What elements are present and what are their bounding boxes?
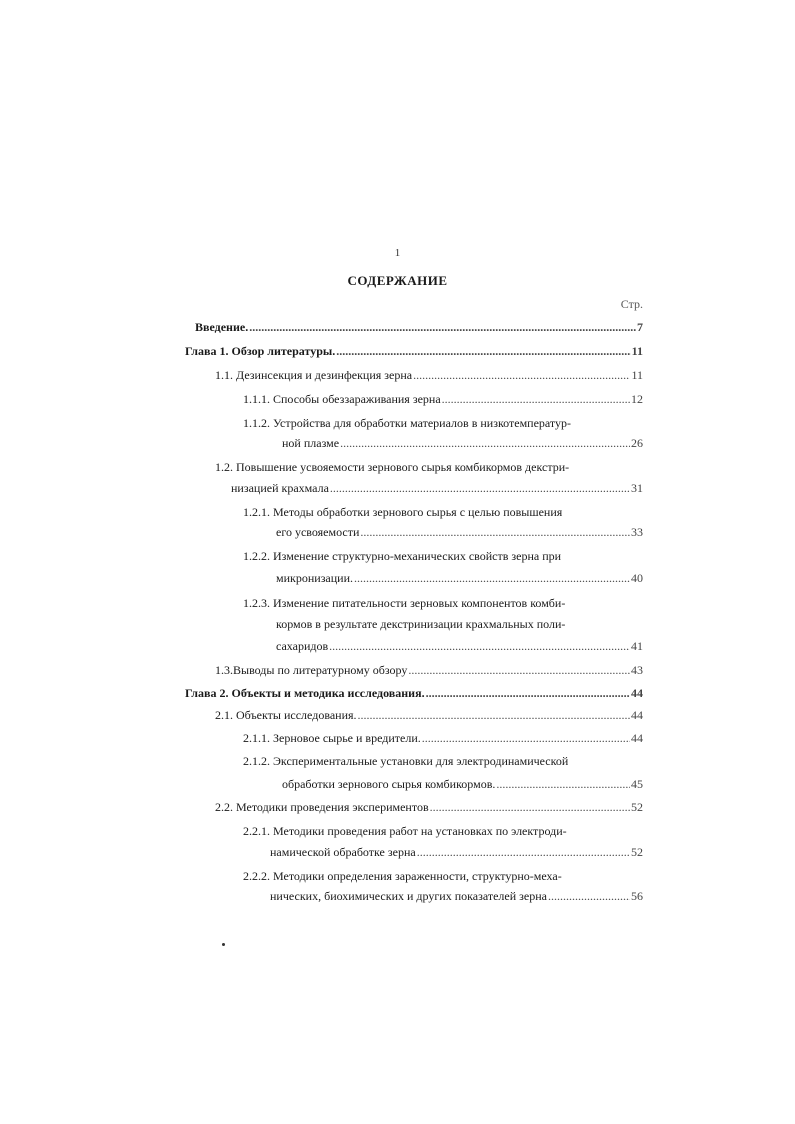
toc-entry-1-2[interactable]: 1.2. Повышение усвояемости зернового сырья комбикормов декстри- [215, 460, 570, 474]
toc-entry-text: нических, биохимических и других показателей зерна [270, 889, 547, 903]
toc-entry-text: Глава 1. Обзор литературы. [185, 344, 336, 358]
toc-entry-text: Введение. [195, 320, 249, 334]
toc-entry-2-2-1-cont[interactable] [270, 843, 643, 861]
toc-entry-text: Глава 2. Объекты и методика исследования. [185, 686, 425, 700]
toc-entry-1-3[interactable] [215, 661, 643, 679]
scan-speck [222, 943, 225, 946]
toc-page: 52 [631, 845, 643, 859]
leader-dots [360, 523, 630, 541]
leader-dots [408, 661, 630, 679]
toc-entry-2-1-2[interactable]: 2.1.2. Экспериментальные установки для электродинамической [243, 754, 569, 768]
toc-entry-2-2-1[interactable]: 2.2.1. Методики проведения работ на установках по электроди- [243, 824, 567, 838]
toc-entry-text: 1.1. Дезинсекция и дезинфекция зерна [215, 368, 413, 382]
page-column-header: Стр. [620, 297, 643, 311]
leader-dots [548, 887, 630, 905]
leader-dots [422, 729, 630, 747]
toc-page: 40 [631, 571, 643, 585]
toc-page: 31 [631, 481, 643, 495]
toc-page: 11 [631, 344, 643, 358]
toc-entry-1-2-cont[interactable] [231, 479, 643, 497]
toc-entry-text: обработки зернового сырья комбикормов. [282, 777, 496, 791]
toc-entry-text: микронизации. [276, 571, 354, 585]
toc-entry-2-1[interactable] [215, 706, 643, 724]
toc-entry-2-2-2[interactable]: 2.2.2. Методики определения зараженности, структурно-меха- [243, 869, 562, 883]
toc-entry-1-2-3-cont[interactable] [276, 637, 643, 655]
toc-page: 44 [631, 686, 643, 700]
leader-dots [358, 706, 630, 724]
toc-entry-text: намической обработке зерна [270, 845, 416, 859]
toc-entry-text: 1.3.Выводы по литературному обзору [215, 663, 408, 677]
toc-page: 7 [637, 320, 643, 334]
toc-entry-1-1-2-cont[interactable] [282, 434, 643, 452]
toc-page: 33 [631, 525, 643, 539]
toc-entry-2-2-2-cont[interactable] [270, 887, 643, 905]
toc-entry-text: ной плазме [282, 436, 340, 450]
toc-page: 56 [631, 889, 643, 903]
toc-entry-chapter-2[interactable] [185, 684, 643, 702]
toc-page: 44 [631, 731, 643, 745]
toc-page: 41 [631, 639, 643, 653]
leader-dots [426, 684, 630, 702]
toc-page: 44 [631, 708, 643, 722]
toc-entry-text: 2.2. Методики проведения экспериментов [215, 800, 429, 814]
leader-dots [413, 366, 630, 384]
toc-entry-chapter-1[interactable] [185, 342, 643, 360]
toc-entry-2-1-1[interactable] [243, 729, 643, 747]
toc-page: 26 [631, 436, 643, 450]
toc-page: 45 [631, 777, 643, 791]
leader-dots [430, 798, 630, 816]
page-title: СОДЕРЖАНИЕ [347, 273, 448, 288]
toc-entry-text: его усвояемости [276, 525, 360, 539]
toc-entry-2-2[interactable] [215, 798, 643, 816]
toc-entry-1-2-3[interactable]: 1.2.3. Изменение питательности зерновых компонентов комби- [243, 596, 566, 610]
toc-entry-text: низацией крахмала [231, 481, 329, 495]
page-number: 1 [394, 247, 401, 259]
toc-entry-1-2-3-cont2[interactable]: кормов в результате декстринизации крахмальных поли- [276, 617, 566, 631]
leader-dots [330, 479, 630, 497]
toc-entry-1-2-2[interactable]: 1.2.2. Изменение структурно-механических свойств зерна при [243, 549, 562, 563]
leader-dots [249, 318, 636, 336]
toc-entry-text: сахаридов [276, 639, 329, 653]
toc-entry-2-1-2-cont[interactable] [282, 775, 643, 793]
toc-entry-text: 2.1.1. Зерновое сырье и вредители. [243, 731, 421, 745]
leader-dots [496, 775, 630, 793]
leader-dots [442, 390, 630, 408]
toc-page: 43 [631, 663, 643, 677]
leader-dots [336, 342, 630, 360]
toc-page: 52 [631, 800, 643, 814]
leader-dots [417, 843, 630, 861]
toc-entry-text: 1.1.1. Способы обеззараживания зерна [243, 392, 441, 406]
toc-entry-introduction[interactable] [195, 318, 643, 336]
toc-entry-1-2-1[interactable]: 1.2.1. Методы обработки зернового сырья с целью повышения [243, 505, 563, 519]
leader-dots [329, 637, 630, 655]
leader-dots [354, 569, 630, 587]
toc-entry-text: 2.1. Объекты исследования. [215, 708, 357, 722]
toc-entry-1-1[interactable] [215, 366, 643, 384]
leader-dots [340, 434, 630, 452]
toc-entry-1-2-1-cont[interactable] [276, 523, 643, 541]
toc-page: 12 [631, 392, 643, 406]
toc-entry-1-1-2[interactable]: 1.1.2. Устройства для обработки материалов в низкотемператур- [243, 416, 572, 430]
toc-entry-1-1-1[interactable] [243, 390, 643, 408]
toc-page: 11 [631, 368, 643, 382]
toc-entry-1-2-2-cont[interactable] [276, 569, 643, 587]
